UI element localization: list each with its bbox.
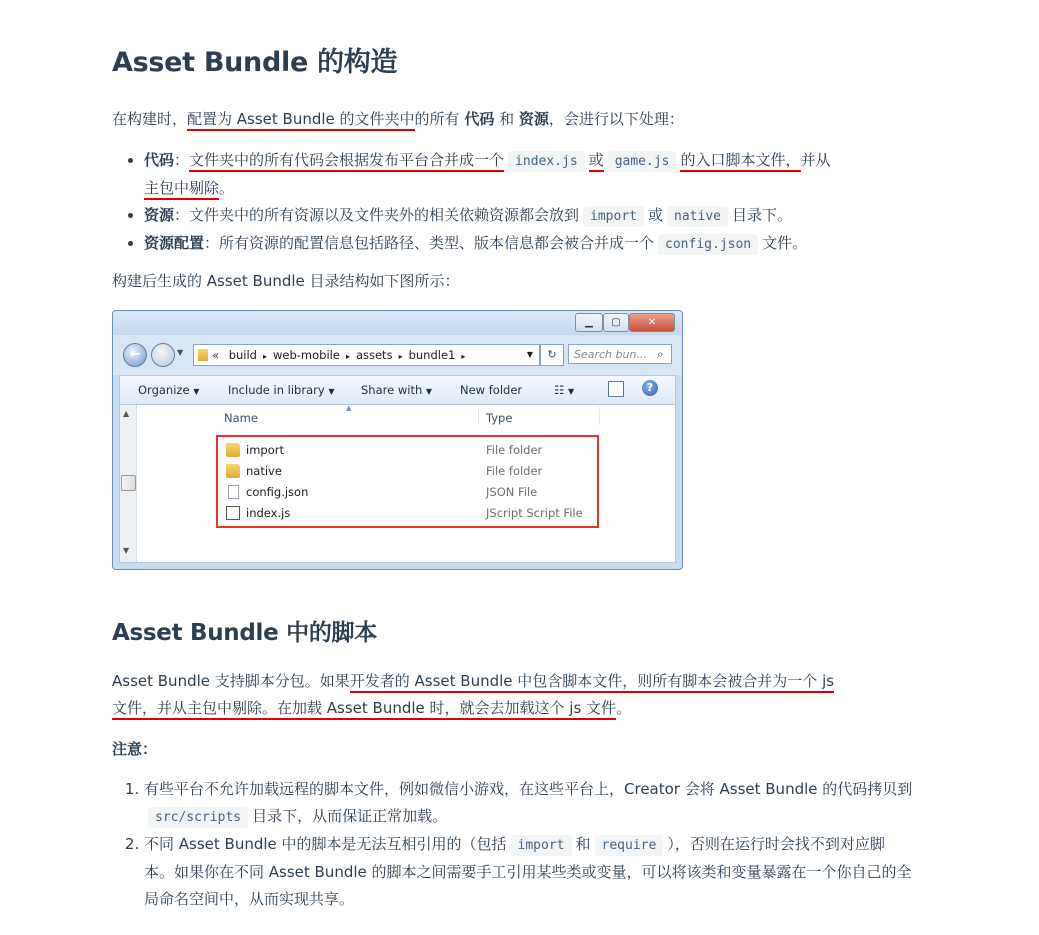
list-text: ：所有资源的配置信息包括路径、类型、版本信息都会被合并成一个	[204, 234, 655, 252]
address-bar: « build ▸ web-mobile ▸ assets ▸ bundle1 ▸ ▼	[193, 344, 540, 366]
vertical-scrollbar	[120, 405, 137, 562]
file-type: JSON File	[486, 485, 538, 499]
note-text: 不同 Asset Bundle 中的脚本是无法互相引用的（包括	[144, 835, 507, 853]
underlined-text: 则所有脚本会被合并为一个 js	[637, 672, 834, 693]
note-text: 和	[575, 835, 591, 853]
view-options-icon: ☷ ▼	[554, 383, 575, 397]
file-name: index.js	[246, 506, 291, 520]
path-segment: assets	[355, 348, 393, 362]
underlined-text: 或	[589, 151, 604, 172]
intro-text: ，会进行以下处理：	[548, 110, 684, 128]
notes-list	[112, 776, 914, 913]
list-item-resources	[144, 202, 919, 230]
list-term: 资源配置	[144, 234, 205, 252]
share-with-menu	[361, 383, 432, 397]
organize-label: Organize	[138, 383, 190, 397]
column-header-type: Type	[486, 411, 513, 425]
file-type: File folder	[486, 443, 543, 457]
inline-code: src/scripts	[148, 807, 248, 828]
inline-code: require	[595, 835, 664, 856]
scroll-up-icon: ▲	[123, 409, 130, 418]
address-dropdown-icon: ▼	[526, 350, 533, 359]
share-label: Share with	[361, 383, 423, 397]
column-header-name: Name	[224, 411, 258, 425]
underlined-text: 的入口脚本文件，	[680, 151, 800, 172]
list-text: 并从	[800, 151, 831, 169]
preview-pane-icon	[608, 381, 624, 397]
help-icon: ?	[642, 380, 658, 396]
search-box: Search bun...	[568, 344, 672, 364]
close-icon: ✕	[629, 313, 675, 332]
note-item	[144, 831, 914, 913]
dropdown-icon: ▼	[328, 387, 335, 396]
note-label	[112, 736, 157, 763]
list-item-config	[144, 230, 919, 258]
file-name: import	[246, 443, 284, 457]
explorer-toolbar	[119, 375, 676, 405]
paragraph-text: Asset Bundle 支持脚本分包。如果	[112, 672, 350, 690]
history-dropdown-icon: ▼	[177, 348, 184, 357]
intro-paragraph	[112, 106, 892, 133]
inline-code: config.json	[658, 234, 758, 255]
underlined-text: 主包中剔除	[144, 179, 219, 200]
include-in-library-menu	[228, 383, 334, 397]
intro-text: 的所有	[414, 110, 465, 128]
inline-code: index.js	[508, 151, 585, 172]
note-text: 目录下，从而保证正常加载。	[252, 807, 448, 825]
back-icon: ←	[123, 343, 147, 367]
intro-bold-resource: 资源	[518, 110, 549, 128]
scroll-thumb	[121, 475, 136, 491]
underlined-text: 文件夹中的所有代码会根据发布平台合并成一个	[189, 151, 504, 172]
after-list-paragraph: 构建后生成的 Asset Bundle 目录结构如下图所示：	[112, 272, 460, 290]
intro-underlined-text: 配置为 Asset Bundle 的文件夹中	[187, 110, 415, 131]
processing-list	[112, 147, 919, 258]
folder-icon	[198, 349, 208, 361]
new-folder-button: New folder	[460, 383, 523, 397]
dropdown-icon: ▼	[193, 387, 200, 396]
path-segment: build	[228, 348, 257, 362]
inline-code: import	[511, 835, 572, 856]
list-item-code	[144, 147, 919, 202]
dropdown-icon: ▼	[425, 387, 433, 396]
note-text: ），否则在运行时会找不到对应脚本。如果你在不同 Asset Bundle 的脚本之间需要手工引用某些类或变量，可以将该类和变量暴露在一个你自己的全局命名空间中，从而实现共享。	[144, 835, 912, 908]
refresh-icon: ↻	[540, 344, 564, 366]
path-segment: bundle1	[408, 348, 456, 362]
file-name: native	[246, 464, 282, 478]
underlined-text: 文件，并从主包中剔除。在加载 Asset Bundle 时，就会去加载这个 js 文件	[112, 699, 616, 720]
section-heading-structure: Asset Bundle 的构造	[112, 47, 398, 78]
list-text: 或	[648, 206, 664, 224]
explorer-titlebar	[113, 311, 682, 335]
sort-indicator-icon: ▲	[346, 404, 352, 412]
list-term: 代码	[144, 151, 175, 169]
inline-code: import	[583, 206, 644, 227]
search-icon: ⌕	[657, 347, 664, 361]
scripts-paragraph	[112, 668, 887, 722]
underlined-text: 开发者的 Asset Bundle 中包含脚本文件，	[350, 672, 638, 693]
organize-menu	[138, 383, 199, 397]
intro-text: 在构建时，	[112, 110, 188, 128]
list-term: 资源	[144, 206, 175, 224]
forward-icon: →	[151, 343, 175, 367]
maximize-icon: ▢	[603, 313, 629, 332]
file-type: JScript Script File	[486, 506, 583, 520]
note-item	[144, 776, 914, 831]
intro-text: 和	[494, 110, 519, 128]
note-label-text: 注意：	[112, 740, 158, 758]
highlight-box	[216, 435, 599, 528]
column-separator	[478, 407, 479, 425]
path-segment: web-mobile	[273, 348, 340, 362]
paragraph-text: 。	[616, 699, 632, 717]
section-heading-scripts: Asset Bundle 中的脚本	[112, 620, 377, 646]
scroll-down-icon: ▼	[123, 546, 130, 555]
list-text: ：文件夹中的所有资源以及文件夹外的相关依赖资源都会放到	[174, 206, 580, 224]
list-text: ：	[174, 151, 190, 169]
inline-code: game.js	[608, 151, 677, 172]
chevron-icon: «	[212, 348, 220, 362]
file-type: File folder	[486, 464, 543, 478]
address-row	[113, 335, 682, 375]
include-label: Include in library	[228, 383, 325, 397]
list-text: 。	[219, 179, 235, 197]
column-separator	[599, 407, 600, 425]
minimize-icon: ▁	[575, 313, 603, 332]
list-text: 文件。	[762, 234, 808, 252]
explorer-window-image	[112, 310, 683, 570]
inline-code: native	[667, 206, 728, 227]
note-text: 有些平台不允许加载远程的脚本文件，例如微信小游戏，在这些平台上，Creator 会将 Asset Bundle 的代码拷贝到	[144, 780, 913, 798]
file-list-pane	[119, 405, 676, 563]
list-text: 目录下。	[731, 206, 792, 224]
intro-bold-code: 代码	[464, 110, 495, 128]
file-name: config.json	[246, 485, 309, 499]
